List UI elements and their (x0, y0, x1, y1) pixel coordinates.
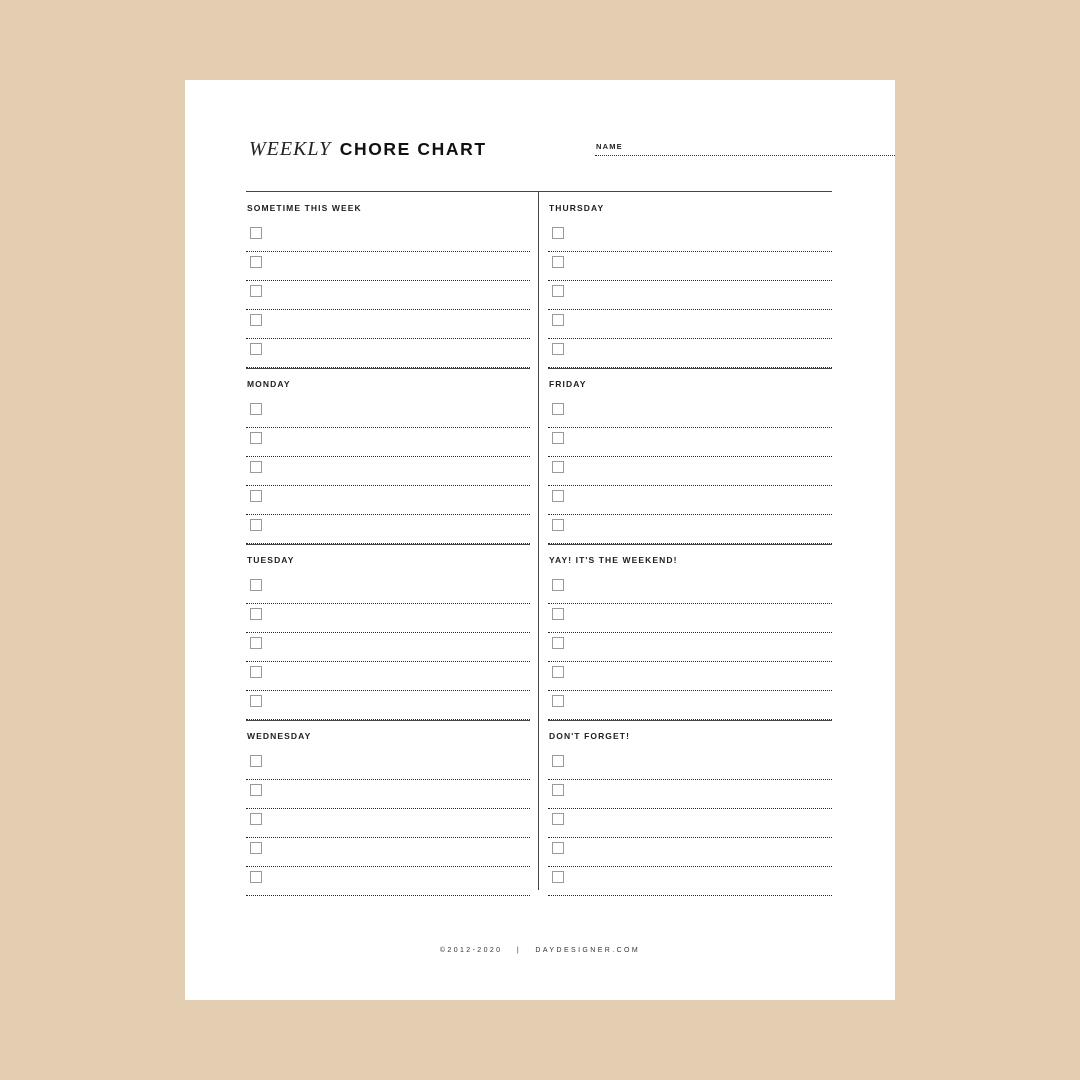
chore-row[interactable] (246, 690, 530, 720)
chore-row[interactable] (548, 661, 832, 691)
chore-checkbox[interactable] (250, 343, 262, 355)
section-title: DON'T FORGET! (549, 731, 631, 741)
chore-checkbox[interactable] (552, 695, 564, 707)
chore-checkbox[interactable] (250, 755, 262, 767)
chore-checkbox[interactable] (250, 784, 262, 796)
footer-separator: | (516, 947, 522, 954)
chore-checkbox[interactable] (552, 871, 564, 883)
chore-section (548, 720, 832, 896)
chore-row[interactable] (246, 574, 530, 604)
chore-row[interactable] (548, 866, 832, 896)
chore-row[interactable] (246, 603, 530, 633)
chore-row[interactable] (548, 779, 832, 809)
column-divider (538, 192, 539, 890)
chore-grid (246, 191, 832, 890)
chore-checkbox[interactable] (552, 314, 564, 326)
chore-checkbox[interactable] (552, 227, 564, 239)
chore-row[interactable] (246, 456, 530, 486)
chore-checkbox[interactable] (250, 608, 262, 620)
chore-checkbox[interactable] (250, 256, 262, 268)
chore-row[interactable] (246, 251, 530, 281)
chore-checkbox[interactable] (552, 343, 564, 355)
chore-row[interactable] (548, 456, 832, 486)
chore-row[interactable] (246, 427, 530, 457)
page-title (249, 138, 487, 161)
chore-row[interactable] (246, 514, 530, 544)
chore-checkbox[interactable] (552, 285, 564, 297)
chore-checkbox[interactable] (552, 842, 564, 854)
chore-row[interactable] (246, 398, 530, 428)
chore-row[interactable] (548, 280, 832, 310)
chore-row[interactable] (548, 338, 832, 368)
chore-row[interactable] (246, 280, 530, 310)
chore-checkbox[interactable] (250, 432, 262, 444)
chore-checkbox[interactable] (552, 461, 564, 473)
footer-website: DAYDESIGNER.COM (535, 947, 641, 954)
chore-row[interactable] (246, 750, 530, 780)
chore-checkbox[interactable] (552, 666, 564, 678)
title-script: WEEKLY (249, 138, 332, 160)
chore-checkbox[interactable] (250, 490, 262, 502)
section-title: SOMETIME THIS WEEK (247, 203, 362, 213)
chore-checkbox[interactable] (250, 637, 262, 649)
name-field-line[interactable] (595, 155, 895, 156)
chore-row[interactable] (246, 866, 530, 896)
chore-checkbox[interactable] (552, 579, 564, 591)
chore-row[interactable] (548, 427, 832, 457)
chore-section (548, 544, 832, 721)
title-main: CHORE CHART (339, 139, 487, 159)
section-title: FRIDAY (549, 379, 587, 389)
chore-row[interactable] (548, 837, 832, 867)
chore-checkbox[interactable] (250, 519, 262, 531)
page-header (249, 136, 831, 166)
chore-checkbox[interactable] (552, 432, 564, 444)
chore-row[interactable] (548, 514, 832, 544)
chore-checkbox[interactable] (552, 403, 564, 415)
chore-checkbox[interactable] (250, 842, 262, 854)
section-title: MONDAY (247, 379, 291, 389)
chore-row[interactable] (548, 251, 832, 281)
chore-row[interactable] (548, 485, 832, 515)
chore-checkbox[interactable] (552, 490, 564, 502)
chore-row[interactable] (548, 632, 832, 662)
chore-section (246, 544, 530, 721)
section-title: WEDNESDAY (247, 731, 312, 741)
chore-checkbox[interactable] (552, 608, 564, 620)
chore-row[interactable] (548, 603, 832, 633)
section-title: THURSDAY (549, 203, 605, 213)
chore-checkbox[interactable] (250, 285, 262, 297)
chore-section (246, 368, 530, 545)
chore-section (548, 192, 832, 369)
chore-row[interactable] (548, 690, 832, 720)
chore-checkbox[interactable] (250, 579, 262, 591)
chore-row[interactable] (246, 309, 530, 339)
chore-row[interactable] (246, 779, 530, 809)
chore-row[interactable] (548, 574, 832, 604)
printable-page (185, 80, 895, 1000)
section-title: TUESDAY (247, 555, 295, 565)
chore-row[interactable] (246, 632, 530, 662)
chore-row[interactable] (548, 398, 832, 428)
chore-checkbox[interactable] (250, 666, 262, 678)
chore-checkbox[interactable] (250, 461, 262, 473)
chore-checkbox[interactable] (250, 871, 262, 883)
chore-section (246, 192, 530, 369)
footer-copyright: ©2012-2020 (439, 947, 503, 954)
chore-section (246, 720, 530, 896)
chore-row[interactable] (246, 661, 530, 691)
chore-row[interactable] (246, 808, 530, 838)
chore-row[interactable] (548, 750, 832, 780)
chore-checkbox[interactable] (552, 256, 564, 268)
chore-row[interactable] (246, 837, 530, 867)
chore-row[interactable] (548, 808, 832, 838)
chore-checkbox[interactable] (552, 784, 564, 796)
chore-checkbox[interactable] (552, 637, 564, 649)
name-label: NAME (596, 142, 623, 151)
chore-checkbox[interactable] (250, 314, 262, 326)
chore-row[interactable] (548, 222, 832, 252)
chore-checkbox[interactable] (552, 755, 564, 767)
chore-checkbox[interactable] (250, 813, 262, 825)
chore-section (548, 368, 832, 545)
chore-row[interactable] (246, 222, 530, 252)
section-title: YAY! IT'S THE WEEKEND! (549, 555, 678, 565)
chore-checkbox[interactable] (250, 403, 262, 415)
chore-row[interactable] (246, 485, 530, 515)
footer (185, 947, 895, 954)
chore-checkbox[interactable] (250, 227, 262, 239)
chore-checkbox[interactable] (250, 695, 262, 707)
chore-checkbox[interactable] (552, 813, 564, 825)
chore-checkbox[interactable] (552, 519, 564, 531)
chore-row[interactable] (548, 309, 832, 339)
chore-row[interactable] (246, 338, 530, 368)
